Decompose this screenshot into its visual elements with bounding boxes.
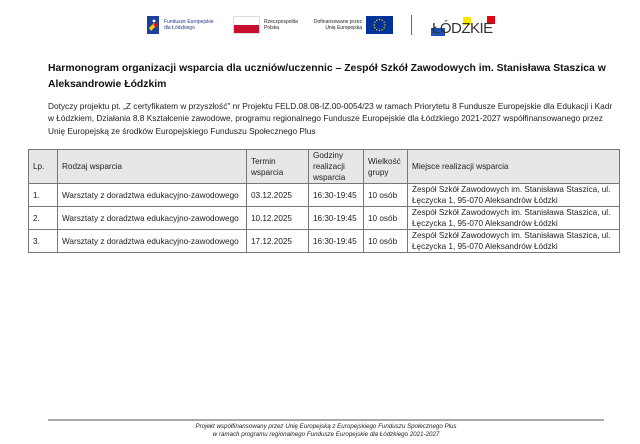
- header-miejsce: Miejsce realizacji wsparcia: [408, 150, 620, 184]
- page-title: Harmonogram organizacji wsparcia dla uczniów/uczennic – Zespół Szkół Zawodowych im. Stanisława Staszica w Aleksandrowie Łódzkim: [48, 63, 606, 90]
- header-lp: Lp.: [29, 150, 58, 184]
- svg-text:ŁÓDZKIE: ŁÓDZKIE: [432, 20, 493, 37]
- cell-lp: 2.: [29, 207, 58, 230]
- table-row: [29, 207, 620, 230]
- cell-lp: 3.: [29, 230, 58, 253]
- cell-godziny: 16:30-19:45: [309, 207, 364, 230]
- cell-miejsce: Zespół Szkół Zawodowych im. Stanisława Staszica, ul. Łęczycka 1, 95-070 Aleksandrów Łódzki: [408, 207, 620, 230]
- fundusze-europejskie-logo-icon: [147, 16, 159, 34]
- rp-line2: Polska: [264, 25, 280, 31]
- fundusze-line1: Fundusze Europejskie: [164, 19, 214, 25]
- eu-flag-icon: [366, 16, 393, 34]
- rzeczpospolita-label: [264, 19, 298, 31]
- cell-wielkosc: 10 osób: [364, 230, 408, 253]
- cell-termin: 17.12.2025: [247, 230, 309, 253]
- footer-line1: Projekt współfinansowany przez Unię Europejską z Europejskiego Funduszu Społecznego Plus: [195, 423, 457, 430]
- header-wielkosc: Wielkość grupy: [364, 150, 408, 184]
- cell-termin: 03.12.2025: [247, 184, 309, 207]
- rp-line1: Rzeczpospolita: [264, 19, 298, 25]
- footer-note: [48, 423, 604, 439]
- footer-divider: [48, 419, 604, 421]
- cell-godziny: 16:30-19:45: [309, 230, 364, 253]
- cell-termin: 10.12.2025: [247, 207, 309, 230]
- cell-miejsce: Zespół Szkół Zawodowych im. Stanisława Staszica, ul. Łęczycka 1, 95-070 Aleksandrów Łódzki: [408, 230, 620, 253]
- header-rodzaj: Rodzaj wsparcia: [58, 150, 247, 184]
- dofinansowane-label: [312, 19, 362, 31]
- cell-rodzaj: Warsztaty z doradztwa edukacyjno-zawodowego: [58, 184, 247, 207]
- table-row: [29, 184, 620, 207]
- cell-lp: 1.: [29, 184, 58, 207]
- logo-separator: [411, 15, 412, 35]
- fundusze-line2: dla Łódzkiego: [164, 25, 195, 31]
- cell-wielkosc: 10 osób: [364, 207, 408, 230]
- header-logos: [0, 12, 640, 38]
- cell-rodzaj: Warsztaty z doradztwa edukacyjno-zawodowego: [58, 230, 247, 253]
- table-header-row: [29, 150, 620, 184]
- dof-line1: Dofinansowane przez: [313, 19, 362, 25]
- polish-flag-icon: [233, 16, 260, 34]
- header-termin: Termin wsparcia: [247, 150, 309, 184]
- schedule-table: [28, 149, 620, 253]
- cell-wielkosc: 10 osób: [364, 184, 408, 207]
- cell-rodzaj: Warsztaty z doradztwa edukacyjno-zawodowego: [58, 207, 247, 230]
- table-row: [29, 230, 620, 253]
- dof-line2: Unię Europejską: [325, 25, 362, 31]
- cell-miejsce: Zespół Szkół Zawodowych im. Stanisława Staszica, ul. Łęczycka 1, 95-070 Aleksandrów Łódzki: [408, 184, 620, 207]
- header-godziny: Godziny realizacji wsparcia: [309, 150, 364, 184]
- fundusze-europejskie-label: [164, 19, 213, 31]
- project-description: Dotyczy projektu pt. „Z certyfikatem w przyszłość" nr Projektu FELD.08.08-IZ.00-0054/23 w ramach Priorytetu 8 Fundusze Europejskie dla Edukacji i Kadr w Łódzkiem, Działania 8.8 Kształcenie zawodowe, programu regionalnego Fundusze Europejskie dla Łódzkiego 2021-2027 współfinansowanego przez Unię Europejską ze środków Europejskiego Funduszu Społecznego Plus: [48, 101, 613, 136]
- footer-line2: w ramach programu regionalnego Fundusze Europejskie dla Łódzkiego 2021-2027: [212, 431, 440, 438]
- lodzkie-logo-icon: [429, 14, 499, 38]
- cell-godziny: 16:30-19:45: [309, 184, 364, 207]
